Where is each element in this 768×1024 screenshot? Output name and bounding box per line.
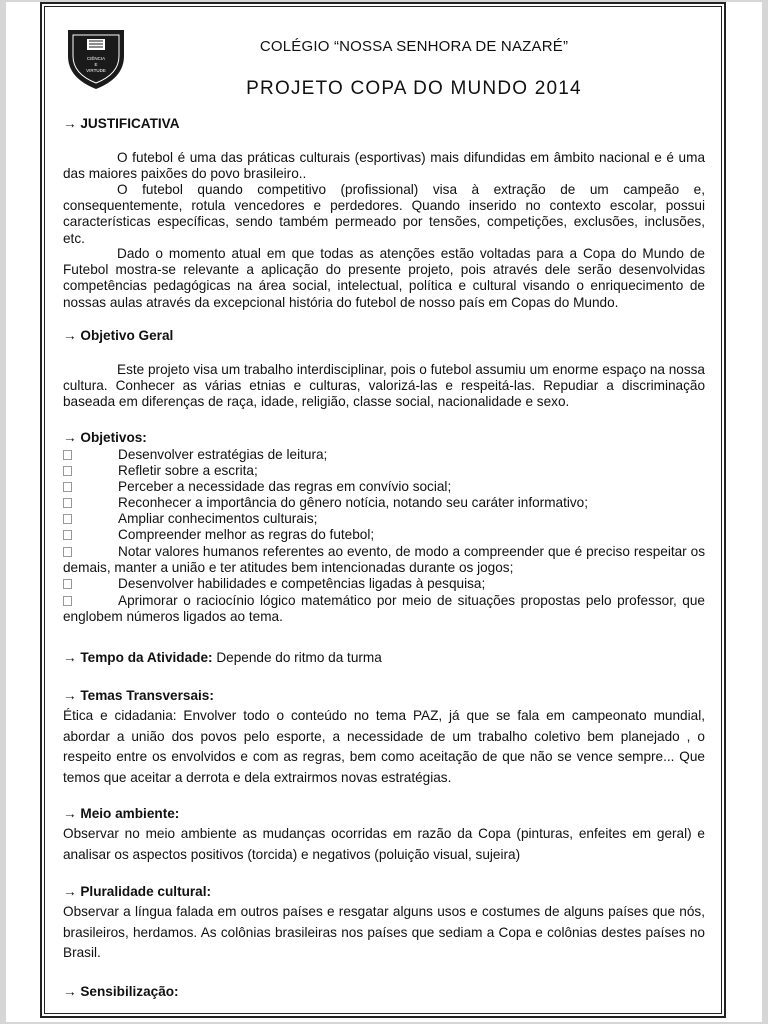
bullet-box-icon	[63, 450, 72, 460]
svg-text:CIÊNCIA: CIÊNCIA	[86, 56, 106, 61]
section-title-meio-ambiente: → Meio ambiente:	[63, 806, 180, 821]
meio-ambiente-paragraph: Observar no meio ambiente as mudanças ocorridas em razão da Copa (pinturas, enfeites em geral) e analisar os aspectos positivos (torcida) e negativos (poluição visual, sujeira)	[63, 826, 705, 862]
tempo-value: Depende do ritmo da turma	[216, 650, 382, 665]
bullet-box-icon	[63, 466, 72, 476]
section-title-sensibilizacao: → Sensibilização:	[63, 984, 179, 999]
objetivo-item: Desenvolver habilidades e competências ligadas à pesquisa;	[63, 576, 485, 592]
objetivo-item: Refletir sobre a escrita;	[63, 463, 258, 479]
bullet-box-icon	[63, 514, 72, 524]
bullet-box-icon	[63, 482, 72, 492]
objetivo-item: Ampliar conhecimentos culturais;	[63, 511, 317, 527]
temas-transversais-paragraph: Ética e cidadania: Envolver todo o conteúdo no tema PAZ, já que se fala em campeonato mundial, abordar a união dos povos pelo esporte, a necessidade de um trabalho coletivo bem planejado , o respeito entre os envolvidos e com as regras, bem como aceitação de que não se vence sempre... Que temos que aceitar a derrota e dela extrairmos novas estratégias.	[63, 708, 705, 785]
objetivo-item: Notar valores humanos referentes ao evento, de modo a compreender que é preciso respeitar os demais, manter a união e ter atitudes bem intencionadas durante os jogos;	[63, 544, 705, 576]
bullet-box-icon	[63, 547, 72, 557]
bullet-box-icon	[63, 530, 72, 540]
school-name: COLÉGIO “NOSSA SENHORA DE NAZARÉ”	[259, 38, 569, 55]
project-title: PROJETO COPA DO MUNDO 2014	[246, 78, 582, 99]
bullet-box-icon	[63, 498, 72, 508]
objetivo-item: Aprimorar o raciocínio lógico matemático por meio de situações propostas pelo professor, que englobem números ligados ao tema.	[63, 593, 705, 625]
pluralidade-cultural-paragraph: Observar a língua falada em outros países e resgatar alguns usos e costumes de alguns países que nós, brasileiros, herdamos. As colônias brasileiras nos países que sediam a Copa e colônias destes países no Brasil.	[63, 904, 705, 960]
objetivo-item: Reconhecer a importância do gênero notícia, notando seu caráter informativo;	[63, 495, 588, 511]
justificativa-paragraph-1: O futebol é uma das práticas culturais (esportivas) mais difundidas em âmbito nacional e é uma das maiores paixões do povo brasileiro..	[63, 150, 705, 182]
justificativa-paragraph-2: O futebol quando competitivo (profissional) visa à extração de um campeão e, consequentemente, rotula vencedores e perdedores. Quando inserido no contexto escolar, possui características específicas, sendo também permeado por tensões, competições, exclusões, inclusões, etc.	[63, 182, 705, 246]
section-title-temas-transversais: → Temas Transversais:	[63, 688, 214, 703]
objetivo-item: Desenvolver estratégias de leitura;	[63, 447, 327, 463]
svg-text:E: E	[94, 62, 98, 67]
justificativa-paragraph-3: Dado o momento atual em que todas as atenções estão voltadas para a Copa do Mundo de Futebol mostra-se relevante a aplicação do presente projeto, pois através dele serão desenvolvidas competências pedagógicas na área social, intelectual, política e cultural visando o enriquecimento de nossas aulas através da excepcional história do futebol de nosso país em Copas do Mundo.	[63, 246, 705, 310]
objetivo-item: Compreender melhor as regras do futebol;	[63, 527, 374, 543]
svg-text:VIRTUDE: VIRTUDE	[86, 68, 106, 73]
bullet-box-icon	[63, 579, 72, 589]
section-title-objetivo-geral: → Objetivo Geral	[63, 328, 174, 343]
section-title-tempo: → Tempo da Atividade:	[63, 650, 213, 665]
objetivo-item: Perceber a necessidade das regras em convívio social;	[63, 479, 451, 495]
section-title-pluralidade-cultural: → Pluralidade cultural:	[63, 884, 212, 899]
section-title-objetivos: → Objetivos:	[63, 430, 147, 445]
objetivo-geral-paragraph: Este projeto visa um trabalho interdisciplinar, pois o futebol assumiu um enorme espaço na nossa cultura. Conhecer as várias etnias e culturas, valorizá-las e respeitá-las. Repudiar a discriminação baseada em diferenças de raça, idade, religião, classe social, nacionalidade e sexo.	[63, 362, 705, 410]
section-title-justificativa: → JUSTIFICATIVA	[63, 116, 180, 131]
tempo-atividade	[63, 650, 382, 666]
bullet-box-icon	[63, 596, 72, 606]
